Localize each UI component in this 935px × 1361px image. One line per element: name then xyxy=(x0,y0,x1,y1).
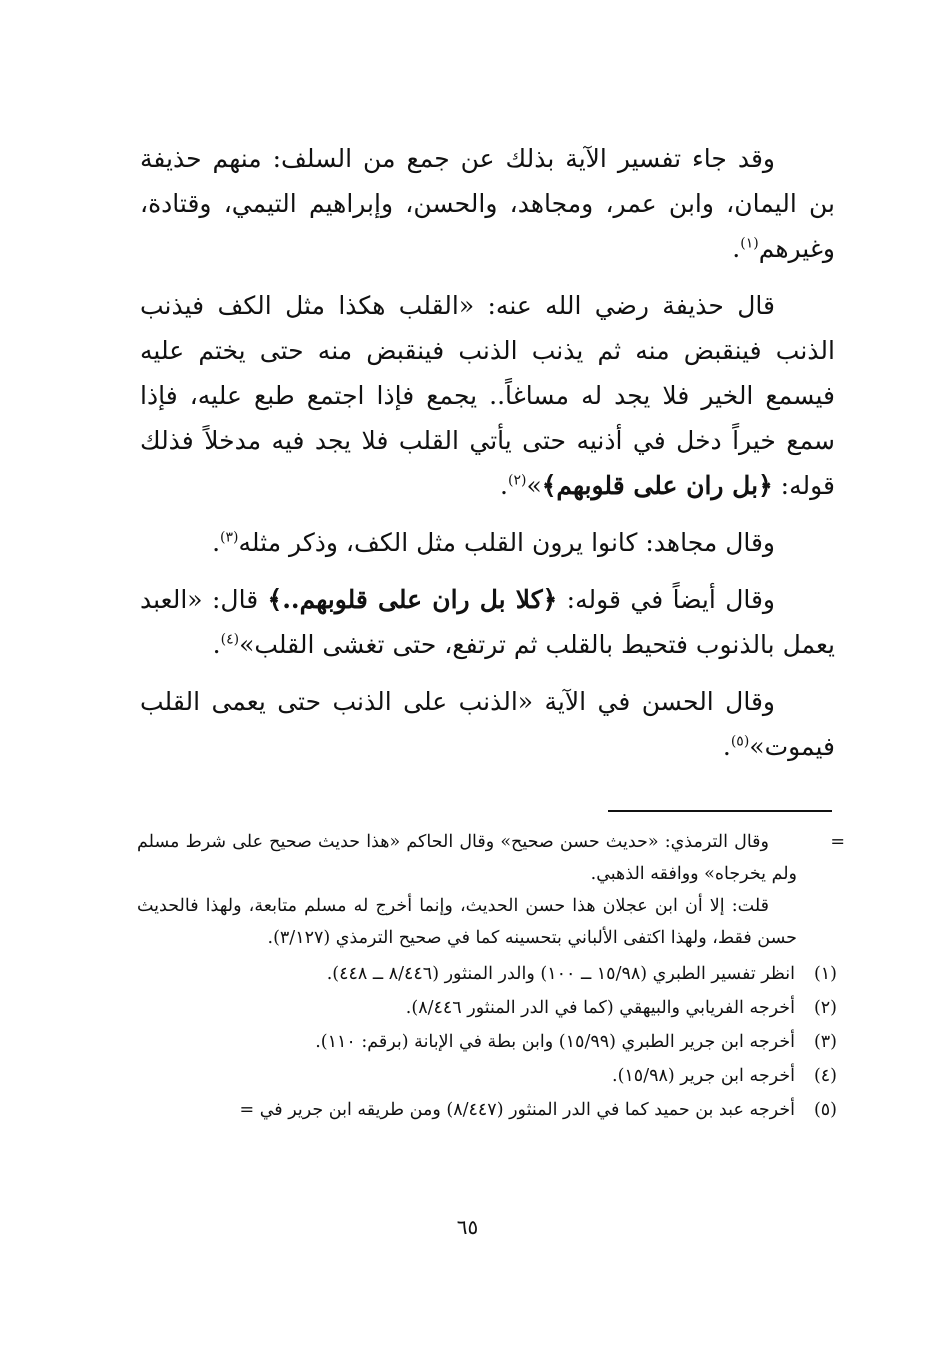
footnote-ref-4[interactable]: (٤) xyxy=(220,631,240,648)
quran-quote: ﴿كلا بل ران على قلوبهم..﴾ xyxy=(267,585,558,614)
footnote-text: أخرجه عبد بن حميد كما في الدر المنثور (٨/٤٤٧) ومن طريقه ابن جرير في = xyxy=(239,1100,795,1120)
footnote-continuation xyxy=(137,826,845,954)
paragraph-text-post: » xyxy=(526,471,542,500)
paragraph-text-post: قال: «العبد يعمل بالذنوب فتحيط بالقلب ثم ترتفع، حتى تغشى القلب» xyxy=(140,585,835,659)
paragraph-4 xyxy=(140,577,835,667)
main-text xyxy=(140,136,835,781)
footnote-ref-5[interactable]: (٥) xyxy=(730,733,750,750)
footnote-text: أخرجه الفريابي والبيهقي (كما في الدر المنثور ٨/٤٤٦). xyxy=(405,998,795,1018)
paragraph-3 xyxy=(140,520,835,565)
paragraph-tail: . xyxy=(212,630,221,659)
paragraph-text: قال حذيفة رضي الله عنه: «القلب هكذا مثل الكف فيذنب الذنب فينقبض منه ثم يذنب الذنب فينقبض منه حتى يختم عليه فيسمع الخير فلا يجد له مساغاً.. يجمع فإذا اجتمع طبع عليه، فإذا سمع خيراً دخل في أذنيه حتى يأتي القلب فلا يجد فيه مدخلاً فذلك قوله: xyxy=(140,291,835,500)
footnote-item xyxy=(137,1026,837,1058)
footnote-number: (٤) xyxy=(813,1066,837,1086)
footnote-ref-3[interactable]: (٣) xyxy=(220,529,239,546)
paragraph-1 xyxy=(140,136,835,271)
footnote-ref-1[interactable]: (١) xyxy=(740,235,759,252)
footnote-text: أخرجه ابن جرير الطبري (١٥/٩٩) وابن بطة في الإبانة (برقم: ١١٠). xyxy=(315,1032,795,1052)
paragraph-2 xyxy=(140,283,835,508)
footnote-number: (٥) xyxy=(813,1100,837,1120)
footnote-number: (٢) xyxy=(813,998,837,1018)
footnotes xyxy=(137,826,845,1128)
footnote-divider xyxy=(608,810,832,812)
footnote-text: انظر تفسير الطبري (١٥/٩٨ ــ ١٠٠) والدر المنثور (٨/٤٤٦ ــ ٤٤٨). xyxy=(326,964,795,984)
paragraph-text: وقال أيضاً في قوله: xyxy=(557,585,775,614)
continuation-mark: = xyxy=(830,832,845,852)
footnote-item xyxy=(137,1060,837,1092)
paragraph-tail: . xyxy=(722,732,731,761)
paragraph-text: وقال الحسن في الآية «الذنب على الذنب حتى يعمى القلب فيموت» xyxy=(140,687,835,761)
page-number: ٦٥ xyxy=(456,1215,479,1239)
footnote-continuation-line-1: وقال الترمذي: «حديث حسن صحيح» وقال الحاكم «هذا حديث صحيح على شرط مسلم ولم يخرجاه» ووافقه الذهبي. xyxy=(137,832,797,884)
footnote-list xyxy=(137,958,837,1126)
paragraph-tail: . xyxy=(500,471,508,500)
footnote-item xyxy=(137,958,837,990)
paragraph-text: وقال مجاهد: كانوا يرون القلب مثل الكف، وذكر مثله xyxy=(238,528,775,557)
footnote-continuation-line-2: قلت: إلا أن ابن عجلان هذا حسن الحديث، وإنما أخرج له مسلم متابعة، ولهذا فالحديث حسن فقط، ولهذا اكتفى الألباني بتحسينه كما في صحيح الترمذي (٣/١٢٧). xyxy=(137,896,797,948)
paragraph-text: وقد جاء تفسير الآية بذلك عن جمع من السلف: منهم حذيفة بن اليمان، وابن عمر، ومجاهد، والحسن، وإبراهيم التيمي، وقتادة، وغيرهم xyxy=(140,144,835,263)
footnote-number: (٣) xyxy=(813,1032,837,1052)
footnote-item xyxy=(137,992,837,1024)
paragraph-tail: . xyxy=(212,528,221,557)
footnote-text: أخرجه ابن جرير (١٥/٩٨). xyxy=(612,1066,795,1086)
footnote-ref-2[interactable]: (٢) xyxy=(507,472,527,489)
footnote-item xyxy=(137,1094,837,1126)
paragraph-5 xyxy=(140,679,835,769)
footnote-number: (١) xyxy=(813,964,837,984)
paragraph-tail: . xyxy=(732,234,741,263)
quran-quote: ﴿بل ران على قلوبهم﴾ xyxy=(541,471,773,500)
